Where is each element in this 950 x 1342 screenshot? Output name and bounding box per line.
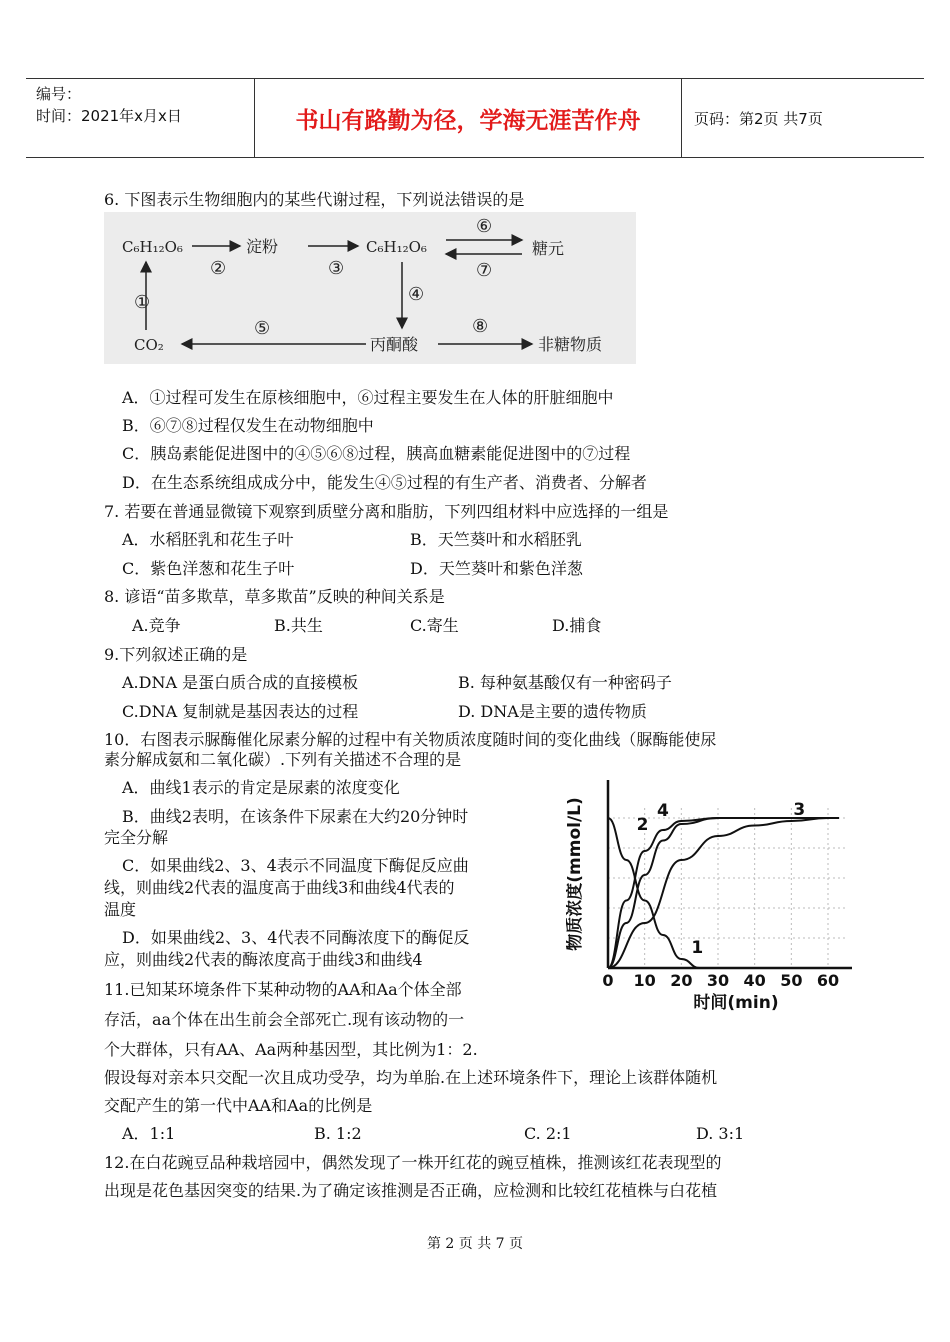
- header-meta: [26, 79, 254, 157]
- nonsugar-node: 非糖物质: [538, 335, 603, 354]
- q11-line-4: 假设每对亲本只交配一次且成功受孕，均为单胎.在上述环境条件下，理论上该群体随机: [104, 1068, 718, 1087]
- q11-line-1: 11.已知某环境条件下某种动物的AA和Aa个体全部: [104, 980, 462, 999]
- step-2-label: ②: [210, 258, 227, 279]
- q8-option-b: B.共生: [274, 616, 323, 635]
- q10-option-b-2: 完全分解: [104, 828, 169, 847]
- curve-label-3: 3: [793, 800, 806, 820]
- q11-line-2: 存活，aa个体在出生前会全部死亡.现有该动物的一: [104, 1010, 465, 1029]
- motto: 书山有路勤为径，学海无涯苦作舟: [254, 79, 682, 157]
- step-1-label: ①: [134, 292, 151, 313]
- y-axis-label: 物质浓度(mmol/L): [566, 797, 585, 951]
- q11-option-c: C. 2:1: [524, 1124, 572, 1143]
- q7-stem: 7. 若要在普通显微镜下观察到质壁分离和脂肪，下列四组材料中应选择的一组是: [104, 502, 669, 521]
- curve-label-4: 4: [657, 801, 669, 821]
- x-tick-label: 40: [743, 971, 766, 990]
- x-tick-label: 30: [706, 971, 730, 990]
- page-header: [26, 78, 924, 158]
- x-tick-label: 20: [670, 971, 693, 990]
- glycogen-node: 糖元: [532, 239, 565, 258]
- q6-option-d: D．在生态系统组成成分中，能发生④⑤过程的有生产者、消费者、分解者: [122, 473, 647, 492]
- q10-option-c-1: C．如果曲线2、3、4表示不同温度下酶促反应曲: [122, 856, 469, 875]
- step-8-label: ⑧: [472, 316, 489, 337]
- q10-stem-1: 10．右图表示脲酶催化尿素分解的过程中有关物质浓度随时间的变化曲线（脲酶能使尿: [104, 730, 717, 749]
- q9-option-d: D. DNA是主要的遗传物质: [458, 702, 647, 721]
- q11-option-b: B. 1:2: [314, 1124, 362, 1143]
- curve-label-1: 1: [691, 938, 704, 958]
- q6-option-c: C．胰岛素能促进图中的④⑤⑥⑧过程，胰高血糖素能促进图中的⑦过程: [122, 444, 631, 463]
- curve-3: [608, 818, 839, 968]
- serial-label: 编号：: [36, 85, 82, 103]
- starch-node: 淀粉: [246, 237, 279, 256]
- step-4-label: ④: [408, 284, 425, 305]
- curve-2: [608, 818, 839, 968]
- x-tick-label: 0: [602, 971, 614, 990]
- step-3-label: ③: [328, 258, 345, 279]
- q7-option-a: A．水稻胚乳和花生子叶: [122, 530, 294, 549]
- q8-option-c: C.寄生: [410, 616, 459, 635]
- x-axis-label: 时间(min): [693, 993, 779, 1013]
- q10-option-d-1: D．如果曲线2、3、4代表不同酶浓度下的酶促反: [122, 928, 470, 947]
- q12-line-2: 出现是花色基因突变的结果.为了确定该推测是否正确，应检测和比较红花植株与白花植: [104, 1181, 718, 1200]
- q6-option-b: B．⑥⑦⑧过程仅发生在动物细胞中: [122, 416, 374, 435]
- q6-option-a: A．①过程可发生在原核细胞中，⑥过程主要发生在人体的肝脏细胞中: [122, 388, 614, 407]
- co2-node: CO₂: [134, 336, 164, 354]
- curve-label-2: 2: [636, 815, 649, 835]
- q9-option-b: B. 每种氨基酸仅有一种密码子: [458, 673, 672, 692]
- time-label: 时间：2021年x月x日: [36, 107, 182, 125]
- x-tick-label: 10: [633, 971, 656, 990]
- x-tick-label: 50: [780, 971, 803, 990]
- q10-option-c-3: 温度: [104, 900, 137, 919]
- q9-option-c: C.DNA 复制就是基因表达的过程: [122, 702, 359, 721]
- step-6-label: ⑥: [476, 216, 493, 237]
- step-7-label: ⑦: [476, 260, 493, 281]
- step-5-label: ⑤: [254, 318, 271, 339]
- q11-option-d: D. 3:1: [696, 1124, 745, 1143]
- q9-stem: 9.下列叙述正确的是: [104, 645, 248, 664]
- q11-line-5: 交配产生的第一代中AA和Aa的比例是: [104, 1096, 373, 1115]
- q9-option-a: A.DNA 是蛋白质合成的直接模板: [122, 673, 359, 692]
- q8-option-a: A.竞争: [132, 616, 181, 635]
- q12-line-1: 12.在白花豌豆品种栽培园中，偶然发现了一株开红花的豌豆植株，推测该红花表现型的: [104, 1153, 722, 1172]
- concentration-chart: [566, 770, 856, 1020]
- q10-stem-2: 素分解成氨和二氧化碳）.下列有关描述不合理的是: [104, 750, 462, 769]
- q11-option-a: A．1:1: [122, 1124, 176, 1143]
- glucose-node-2: C₆H₁₂O₆: [366, 238, 427, 256]
- q7-option-d: D．天竺葵叶和紫色洋葱: [410, 559, 583, 578]
- page-footer: 第 2 页 共 7 页: [426, 1236, 524, 1252]
- glucose-node-1: C₆H₁₂O₆: [122, 238, 183, 256]
- metabolism-diagram: [104, 212, 636, 364]
- q10-option-a: A．曲线1表示的肯定是尿素的浓度变化: [122, 778, 400, 797]
- x-tick-label: 60: [816, 971, 840, 990]
- q8-stem: 8. 谚语“苗多欺草，草多欺苗”反映的种间关系是: [104, 587, 445, 606]
- curve-4: [608, 818, 839, 968]
- q10-option-d-2: 应，则曲线2代表的酶浓度高于曲线3和曲线4: [104, 950, 423, 969]
- page-info: 页码：第2页 共7页: [694, 109, 823, 128]
- q6-stem: 6. 下图表示生物细胞内的某些代谢过程，下列说法错误的是: [104, 190, 525, 209]
- q7-option-b: B．天竺葵叶和水稻胚乳: [410, 530, 582, 549]
- q11-line-3: 个大群体，只有AA、Aa两种基因型，其比例为1：2.: [104, 1040, 478, 1059]
- q8-option-d: D.捕食: [552, 616, 602, 635]
- q10-option-b-1: B．曲线2表明，在该条件下尿素在大约20分钟时: [122, 807, 469, 826]
- q10-option-c-2: 线，则曲线2代表的温度高于曲线3和曲线4代表的: [104, 878, 455, 897]
- pyruvate-node: 丙酮酸: [370, 335, 419, 354]
- q7-option-c: C．紫色洋葱和花生子叶: [122, 559, 295, 578]
